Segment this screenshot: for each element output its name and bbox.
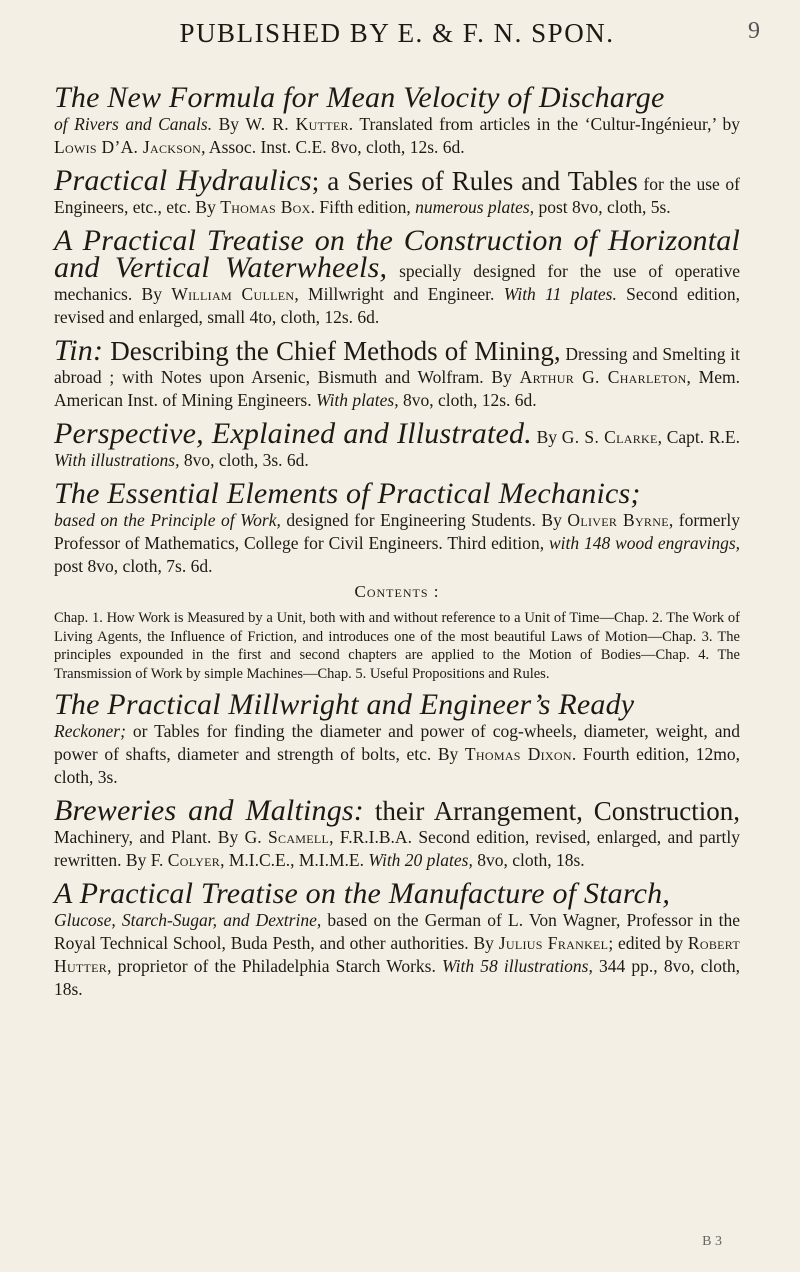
entry-subtitle: based on the Principle of Work, [54, 510, 281, 530]
catalogue-entry-millwright: The Practical Millwright and Engineer’s Ready Reckoner; or Tables for finding the diameter and power of cog-wheels, diameter, weight, and power of shafts, diameter and strength of bolts, etc. By Thomas Dixon. Fourth edition, 12mo, cloth, 3s. [54, 688, 740, 787]
entry-price: 5s. [650, 197, 671, 217]
catalogue-entry-waterwheels: A Practical Treatise on the Construction of Horizontal and Vertical Waterwheels, specially designed for the use of operative mechanics. By William Cullen, Millwright and Engineer. With 11 plates. Second edition, revised and enlarged, small 4to, cloth, 12s. 6d. [54, 224, 740, 327]
entry-price: 3s. [97, 767, 118, 787]
entry-title-rest: ; a Series of Rules and Tables [311, 166, 638, 196]
entry-price: 12s. 6d. [324, 307, 380, 327]
catalogue-entry-practical-mechanics: The Essential Elements of Practical Mechanics; based on the Principle of Work, designed for Engineering Students. By Oliver Byrne, formerly Professor of Mathematics, College for Civil Engineers. Third edition, with 148 wood engravings, post 8vo, cloth, 7s. 6d. Contents : Chap. 1. How Work is Measured by a Unit, both with and without reference to a Unit of Time—Chap. 2. The Work of Living Agents, the Influence of Friction, and introduces one of the most beautiful Laws of Motion—Chap. 3. The principles expounded in the first and second chapters are applied to the Motion of Bodies—Chap. 4. The Transmission of Work by simple Machines—Chap. 5. Useful Propositions and Rules. [54, 477, 741, 682]
catalogue-entry-breweries: Breweries and Maltings: their Arrangement, Construction, Machinery, and Plant. By G. Scamell, F.R.I.B.A. Second edition, revised, enlarged, and partly rewritten. By F. Colyer, M.I.C.E., M.I.M.E. With 20 plates, 8vo, cloth, 18s. [54, 794, 741, 870]
entry-author: Thomas Box [220, 197, 311, 217]
entry-title: Practical Hydraulics [54, 164, 312, 197]
entry-author: William Cullen [171, 284, 295, 304]
catalogue-entry-perspective: Perspective, Explained and Illustrated. By G. S. Clarke, Capt. R.E. With illustrations, 8vo, cloth, 3s. 6d. [54, 417, 740, 470]
entry-note: With plates, [315, 390, 399, 410]
entry-title-rest: their Arrangement, Construction, [364, 796, 740, 826]
entry-price: 18s. [555, 850, 585, 870]
contents-heading: Contents : [354, 582, 440, 601]
entry-subtitle: of Rivers and Canals. [54, 114, 213, 134]
page-number: 9 [748, 18, 760, 44]
entry-title-rest: Describing the Chief Methods of Mining, [103, 336, 561, 366]
entry-note: with 148 wood engravings, [548, 533, 741, 553]
entry-note: With 11 plates. [503, 284, 617, 304]
entry-author: W. R. Kutter [245, 114, 349, 134]
entry-price: 12s. 6d. [409, 137, 465, 157]
entry-title: The Practical Millwright and Engineer’s Ready [54, 688, 635, 721]
catalogue-entry-mean-velocity: The New Formula for Mean Velocity of Discharge of Rivers and Canals. By W. R. Kutter. Translated from articles in the ‘Cultur-Ingénieur,’ by Lowis D’A. Jackson, Assoc. Inst. C.E. 8vo, cloth, 12s. 6d. [54, 81, 740, 157]
entry-translator: Lowis D’A. Jackson [54, 137, 202, 157]
entry-note: numerous plates [415, 197, 530, 217]
contents-list: Chap. 1. How Work is Measured by a Unit, both with and without reference to a Unit of Time—Chap. 2. The Work of Living Agents, the Influence of Friction, and introduces one of the most beautiful Laws of Motion—Chap. 3. The principles expounded in the first and second chapters are applied to the Motion of Bodies—Chap. 4. The Transmission of Work by simple Machines—Chap. 5. Useful Propositions and Rules. [54, 610, 740, 682]
entry-title: The Essential Elements of Practical Mechanics; [54, 477, 641, 510]
entry-title: Breweries and Maltings: [54, 794, 364, 827]
entry-price: 7s. 6d. [166, 556, 213, 576]
entry-price: 18s. [54, 979, 83, 999]
catalogue-entry-tin: Tin: Describing the Chief Methods of Mining, Dressing and Smelting it abroad ; with Notes upon Arsenic, Bismuth and Wolfram. By Arthur G. Charleton, Mem. American Inst. of Mining Engineers. With plates, 8vo, cloth, 12s. 6d. [54, 334, 740, 410]
entry-title: Tin: [54, 334, 104, 367]
entry-title: Perspective, Explained and Illustrated. [54, 417, 532, 450]
entry-price: 3s. 6d. [262, 450, 309, 470]
entry-author: Oliver Byrne [567, 510, 669, 530]
entry-author: Julius Frankel [498, 933, 609, 953]
entry-title: A Practical Treatise on the Manufacture of Starch, [54, 877, 671, 910]
entry-price: 12s. 6d. [481, 390, 537, 410]
entry-title: The New Formula for Mean Velocity of Discharge [54, 81, 665, 114]
entry-author: Arthur G. Charleton [519, 367, 687, 387]
entry-note: With 58 illustrations, [442, 956, 593, 976]
signature-mark: B 3 [702, 1234, 722, 1249]
entry-author: Scamell [268, 827, 330, 847]
entry-note: With illustrations, [54, 450, 180, 470]
entry-subtitle: Reckoner; [54, 721, 126, 741]
entry-author: G. S. Clarke [561, 427, 658, 447]
entry-title: A Practical Treatise on the Construction of Horizontal and Vertical Waterwheels, [54, 224, 740, 284]
entry-note: With 20 plates, [368, 850, 473, 870]
catalogue-entry-starch: A Practical Treatise on the Manufacture of Starch, Glucose, Starch-Sugar, and Dextrine, based on the German of L. Von Wagner, Professor in the Royal Technical School, Buda Pesth, and other authorities. By Julius Frankel; edited by Robert Hutter, proprietor of the Philadelphia Starch Works. With 58 illustrations, 344 pp., 8vo, cloth, 18s. [54, 877, 741, 999]
entry-subtitle: Glucose, Starch-Sugar, and Dextrine, [54, 910, 322, 930]
entry-author: Thomas Dixon [464, 744, 572, 764]
entry-editor: Robert Hutter [54, 933, 740, 976]
publisher-heading: PUBLISHED BY E. & F. N. SPON. [179, 18, 615, 48]
catalogue-entry-practical-hydraulics: Practical Hydraulics; a Series of Rules and Tables for the use of Engineers, etc., etc. By Thomas Box. Fifth edition, numerous plates, post 8vo, cloth, 5s. [54, 164, 741, 217]
running-head [54, 18, 760, 62]
entry-reviser: Colyer [167, 850, 221, 870]
